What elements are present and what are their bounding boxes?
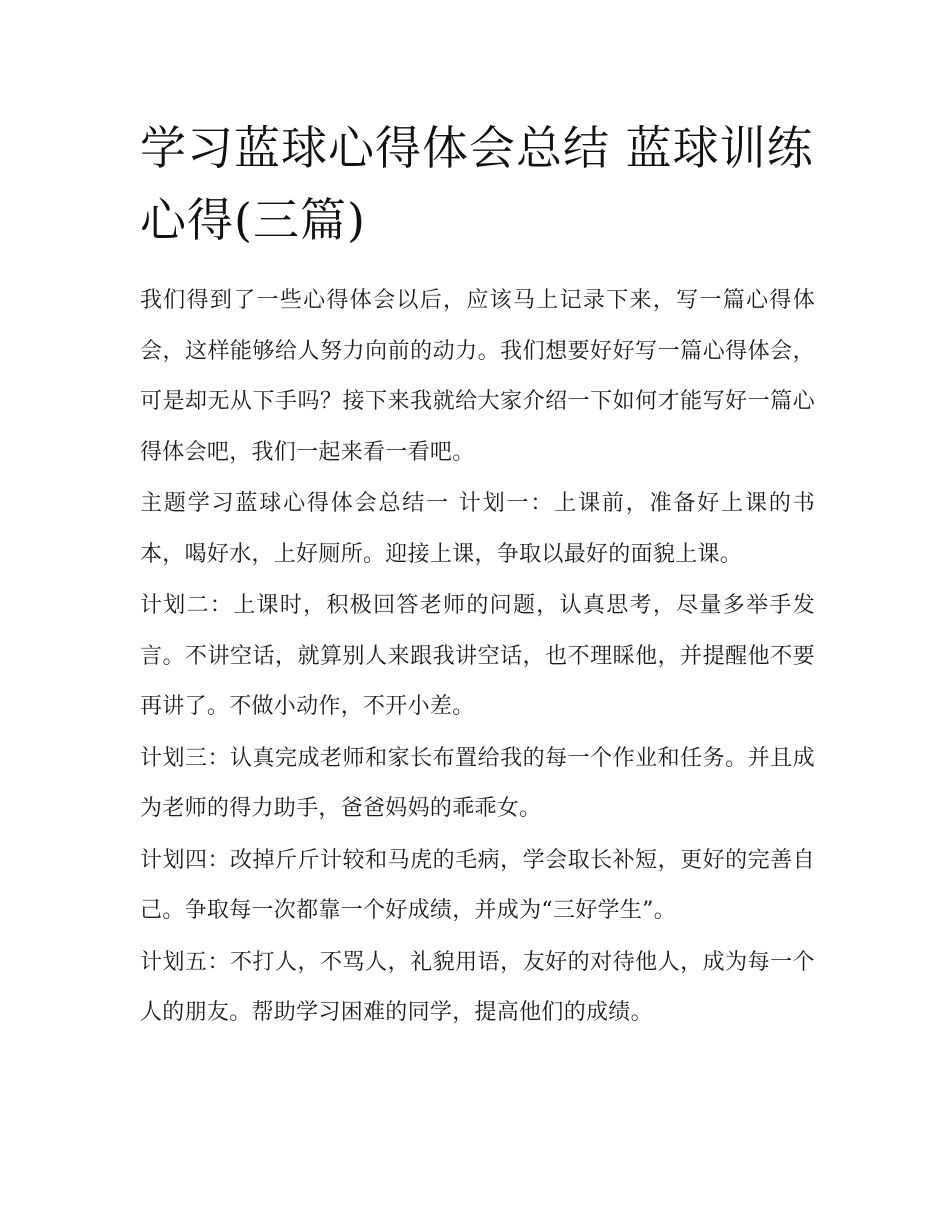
paragraph-plan-3: 计划三：认真完成老师和家长布置给我的每一个作业和任务。并且成为老师的得力助手，爸爸妈妈的乖乖女。 xyxy=(140,745,815,821)
paragraph-intro: 我们得到了一些心得体会以后，应该马上记录下来，写一篇心得体会，这样能够给人努力向前的动力。我们想要好好写一篇心得体会，可是却无从下手吗？接下来我就给大家介绍一下如何才能写好一篇心得体会吧，我们一起来看一看吧。 xyxy=(140,288,815,465)
paragraph-plan-1: 主题学习蓝球心得体会总结一 计划一：上课前，准备好上课的书本，喝好水，上好厕所。迎接上课，争取以最好的面貌上课。 xyxy=(140,491,815,567)
document-title: 学习蓝球心得体会总结 蓝球训练心得(三篇) xyxy=(140,121,814,247)
paragraph-plan-5: 计划五：不打人，不骂人，礼貌用语，友好的对待他人，成为每一个人的朋友。帮助学习困难的同学，提高他们的成绩。 xyxy=(140,949,815,1025)
paragraph-list xyxy=(140,276,815,1039)
paragraph-plan-4: 计划四：改掉斤斤计较和马虎的毛病，学会取长补短，更好的完善自己。争取每一次都靠一个好成绩，并成为“三好学生”。 xyxy=(140,847,815,923)
paragraph-plan-2: 计划二：上课时，积极回答老师的问题，认真思考，尽量多举手发言。不讲空话，就算别人来跟我讲空话，也不理睬他，并提醒他不要再讲了。不做小动作，不开小差。 xyxy=(140,593,815,719)
document-body xyxy=(140,112,815,1040)
